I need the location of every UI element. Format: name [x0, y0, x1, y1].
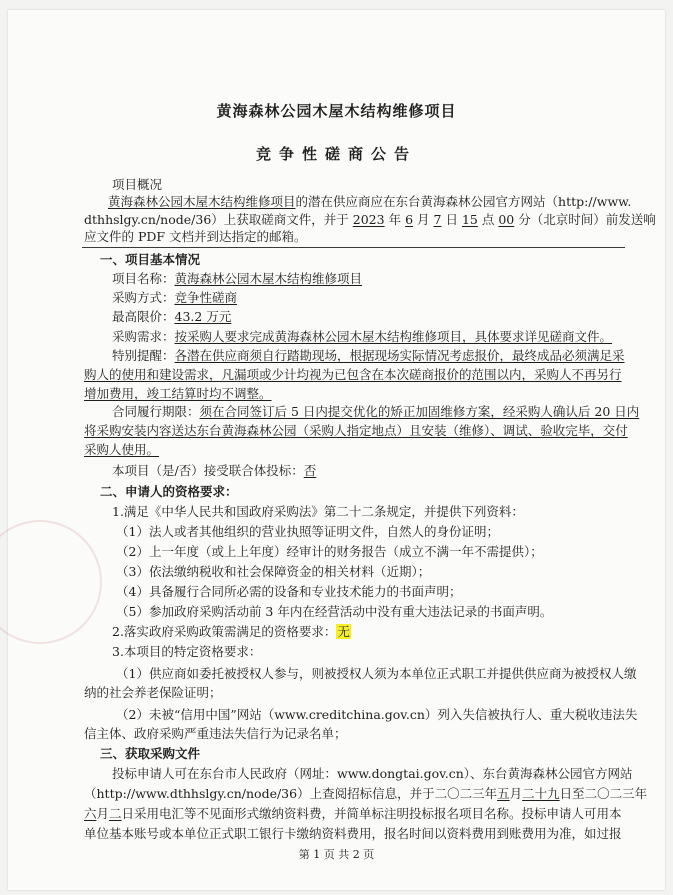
- requirement-item-3: 3.本项目的特定资格要求：: [112, 644, 262, 659]
- contract-period-line-2: 将采购安装内容送达东台黄海森林公园（采购人指定地点）且安装（维修）、调试、验收完毕，交付: [84, 423, 628, 438]
- demand-value: 按采购人要求完成黄海森林公园木屋木结构维修项目，具体要求详见磋商文件。: [174, 329, 613, 344]
- requirement-sub-2: （2）上一年度（或上上年度）经审计的财务报告（成立不满一年不需提供）；: [116, 544, 543, 559]
- section3-line-3: 六月二日采用电汇等不见面形式缴纳资料费，并简单标注明投标报名项目名称。投标申请人可用本: [84, 806, 622, 821]
- special-note-line-2: 购人的使用和建设需求，凡漏项或少计均视为已包含在本次磋商报价的范围以内，采购人不再另行: [84, 367, 622, 382]
- specific-requirement-2: （2）未被“信用中国”网站（www.creditchina.gov.cn）列入失信被执行人、重大税收违法失: [116, 707, 638, 722]
- section2-heading: 二、申请人的资格要求：: [100, 484, 238, 499]
- section3-line-1: 投标申请人可在东台市人民政府（网址：www.dongtai.gov.cn）、东台黄海森林公园官方网站: [112, 766, 633, 781]
- demand-row: 采购需求：按采购人要求完成黄海森林公园木屋木结构维修项目，具体要求详见磋商文件。: [112, 329, 613, 344]
- union-bid-value: 否: [303, 463, 317, 478]
- specific-requirement-1: （1）供应商如委托被授权人参与，则被授权人须为本单位正式职工并提供供应商为被授权人缴: [116, 666, 637, 681]
- page-number: 第 1 页 共 2 页: [298, 848, 375, 861]
- requirement-sub-3: （3）依法缴纳税收和社会保障资金的相关材料（近期）；: [116, 564, 431, 579]
- overview-line-1: 黄海森林公园木屋木结构维修项目的潜在供应商应在东台黄海森林公园官方网站（http://www.: [108, 194, 632, 209]
- special-note-line-3: 增加费用，竣工结算时均不调整。: [84, 386, 272, 401]
- document-title: 黄海森林公园木屋木结构维修项目: [216, 102, 457, 120]
- project-name-row: 项目名称：黄海森林公园木屋木结构维修项目: [112, 271, 363, 286]
- deadline-month: 6: [405, 212, 414, 227]
- procurement-method-value: 竞争性磋商: [174, 290, 238, 305]
- section1-heading: 一、项目基本情况: [100, 252, 201, 267]
- requirement-sub-1: （1）法人或者其他组织的营业执照等证明文件，自然人的身份证明；: [116, 524, 499, 539]
- specific-requirement-2-cont: 信主体、政府采购严重违法失信行为记录名单；: [84, 726, 347, 741]
- requirement-sub-4: （4）具备履行合同所必需的设备和专业技术能力的书面声明；: [116, 584, 462, 599]
- requirement-item-1: 1.满足《中华人民共和国政府采购法》第二十二条规定，并提供下列资料：: [112, 504, 524, 519]
- faded-seal: [0, 520, 102, 644]
- document-subtitle: 竞争性磋商公告: [255, 145, 417, 163]
- union-bid-row: 本项目（是/否）接受联合体投标：否: [112, 463, 317, 478]
- requirement-sub-5: （5）参加政府采购活动前 3 年内在经营活动中没有重大违法记录的书面声明。: [116, 604, 553, 619]
- section3-line-2: （http://www.dthhslgy.cn/node/36）上查阅招标信息，并于二〇二三年五月二十九日至二〇二三年: [84, 786, 648, 801]
- deadline-day: 7: [433, 212, 442, 227]
- contract-period-row: 合同履行期限：须在合同签订后 5 日内提交优化的矫正加固维修方案，经采购人确认后 20 日内: [112, 404, 640, 419]
- deadline-year: 2023: [352, 212, 385, 227]
- deadline-minute: 00: [498, 212, 515, 227]
- requirement-item-2: 2.落实政府采购政策需满足的资格要求：无: [112, 624, 350, 639]
- max-price-row: 最高限价：43.2 万元: [112, 309, 232, 324]
- section3-heading: 三、获取采购文件: [100, 746, 201, 761]
- overview-line-3: 应文件的 PDF 文档并到达指定的邮箱。: [84, 229, 307, 244]
- overview-line-2: dthhslgy.cn/node/36）上获取磋商文件，并于 2023 年 6 月 7 日 15 点 00 分（北京时间）前发送响: [84, 212, 656, 227]
- deadline-hour: 15: [461, 212, 478, 227]
- special-note-row: 特别提醒：各潜在供应商须自行踏勘现场，根据现场实际情况考虑报价，最终成品必须满足采: [112, 348, 625, 363]
- contract-period-line-3: 采购人使用。: [84, 442, 160, 457]
- overview-project-name: 黄海森林公园木屋木结构维修项目: [108, 194, 296, 209]
- overview-heading: 项目概况: [112, 177, 163, 192]
- divider-line: [82, 247, 625, 248]
- highlighted-answer: 无: [337, 624, 350, 639]
- max-price-value: 43.2 万元: [174, 309, 232, 324]
- document-page: [8, 10, 665, 890]
- section3-line-4: 单位基本账号或本单位正式职工银行卡缴纳资料费用，报名时间以资料费用到账费用为准，如过报: [84, 826, 622, 841]
- specific-requirement-1-cont: 纳的社会养老保险证明；: [84, 685, 222, 700]
- project-name-value: 黄海森林公园木屋木结构维修项目: [174, 271, 363, 286]
- procurement-method-row: 采购方式：竞争性磋商: [112, 290, 238, 305]
